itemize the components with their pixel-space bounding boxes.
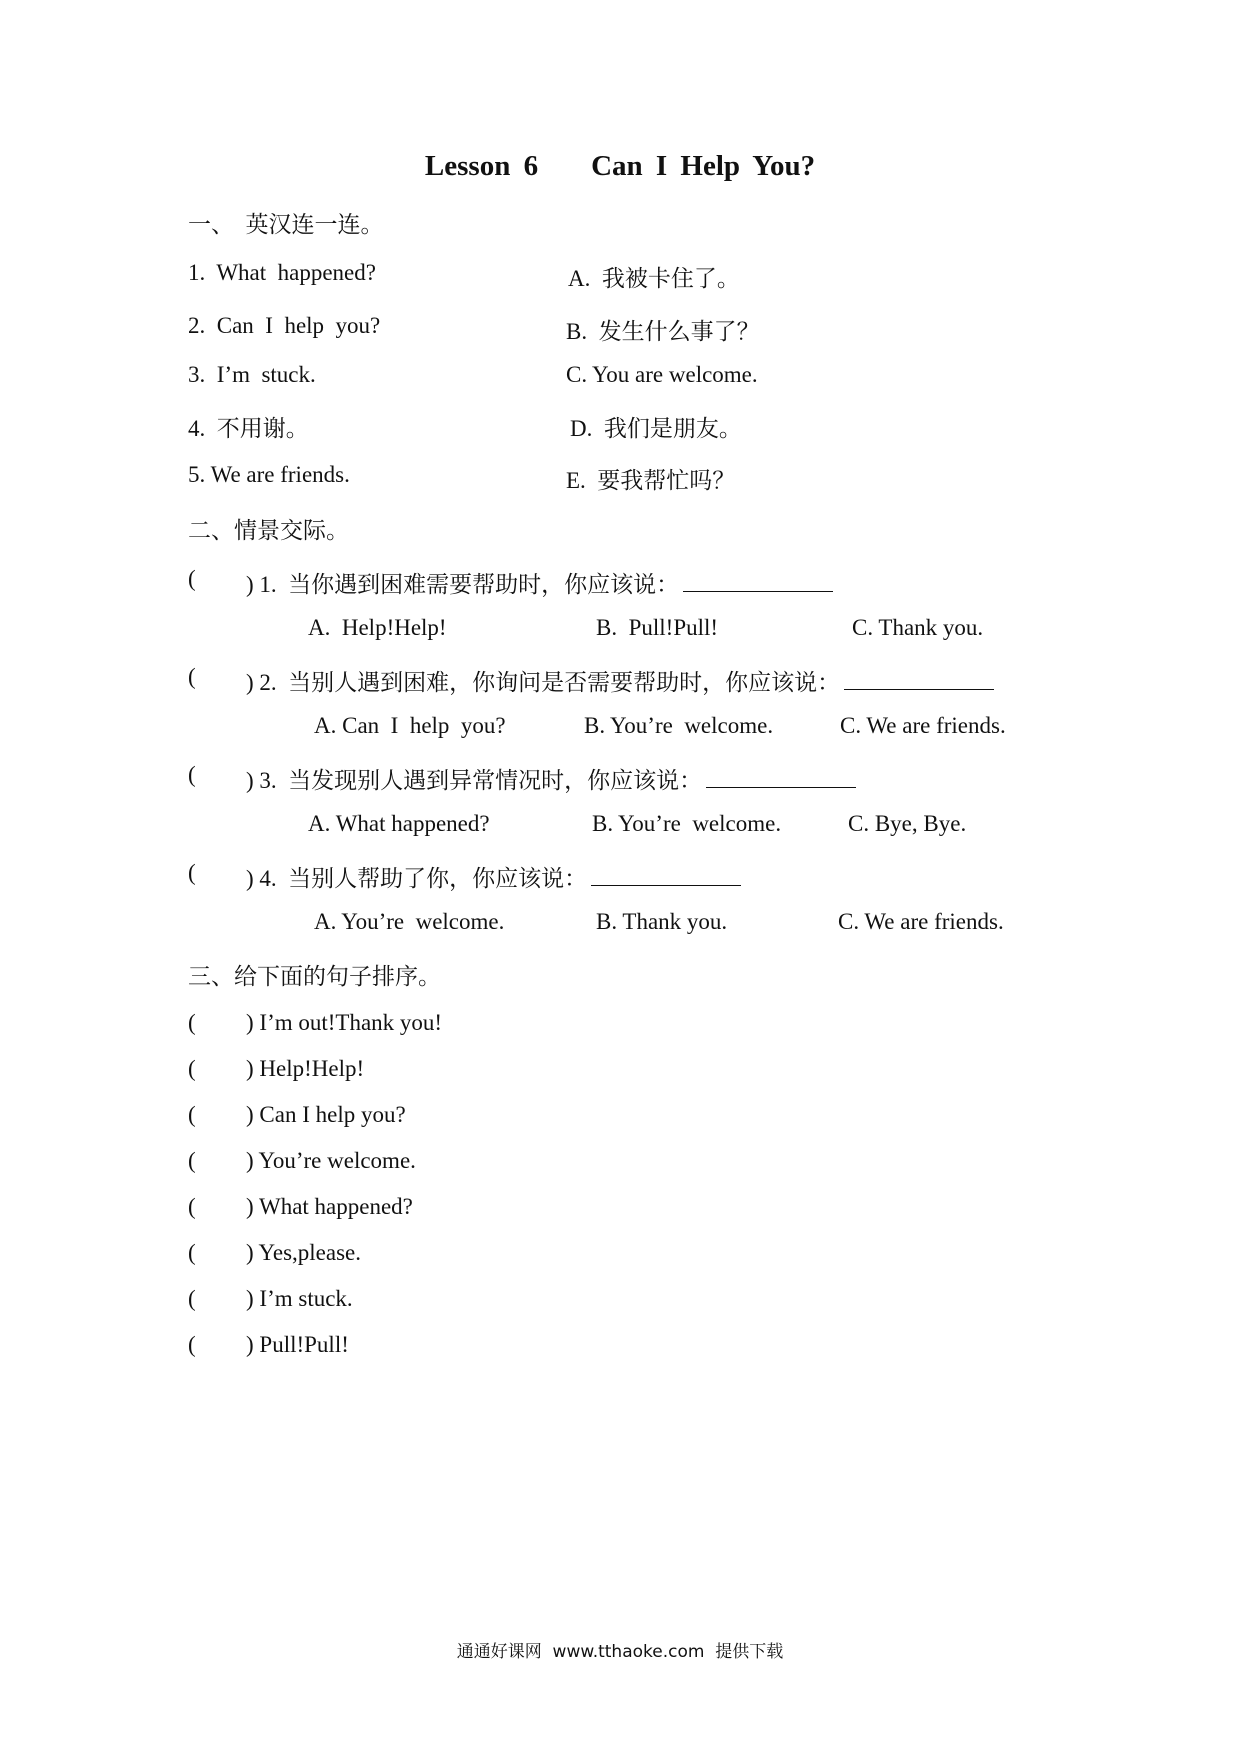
order-item-5: ) What happened?	[246, 1194, 413, 1219]
section2-heading: 二、情景交际。	[188, 518, 349, 543]
match-right-d: D. 我们是朋友。	[570, 416, 742, 441]
order-item-4: ) You’re welcome.	[246, 1148, 416, 1173]
answer-paren-open: (	[188, 1056, 196, 1081]
question-4-option-a: A. You’re welcome.	[314, 909, 505, 934]
match-right-a: A. 我被卡住了。	[568, 266, 740, 291]
match-right-c: C. You are welcome.	[566, 362, 758, 387]
section3-heading: 三、给下面的句子排序。	[188, 964, 441, 989]
question-3-option-b: B. You’re welcome.	[592, 811, 782, 836]
section1-heading: 一、 英汉连一连。	[188, 212, 384, 237]
answer-blank	[706, 786, 856, 788]
page-title: Lesson 6 Can I Help You?	[424, 150, 816, 182]
question-1-option-a: A. Help!Help!	[308, 615, 447, 640]
order-item-1: ) I’m out!Thank you!	[246, 1010, 443, 1035]
page-footer: 通通好课网 www.tthaoke.com 提供下载	[456, 1642, 784, 1662]
answer-blank	[591, 884, 741, 886]
answer-paren-open: (	[188, 1286, 196, 1311]
question-2-option-c: C. We are friends.	[840, 713, 1006, 738]
question-3-option-a: A. What happened?	[308, 811, 490, 836]
order-item-3: ) Can I help you?	[246, 1102, 406, 1127]
order-item-2: ) Help!Help!	[246, 1056, 365, 1081]
question-1-option-b: B. Pull!Pull!	[596, 615, 719, 640]
answer-blank	[683, 590, 833, 592]
order-item-7: ) I’m stuck.	[246, 1286, 353, 1311]
answer-paren-open: (	[188, 1102, 196, 1127]
match-right-e: E. 要我帮忙吗？	[566, 468, 736, 493]
question-2-stem: ) 2. 当别人遇到困难，你询问是否需要帮助时，你应该说：	[246, 664, 994, 697]
question-3-stem: ) 3. 当发现别人遇到异常情况时，你应该说：	[246, 762, 856, 795]
answer-blank	[844, 688, 994, 690]
question-3-option-c: C. Bye, Bye.	[848, 811, 967, 836]
match-left-1: 1. What happened?	[188, 260, 376, 285]
question-1-option-c: C. Thank you.	[852, 615, 984, 640]
answer-paren-open: (	[188, 1194, 196, 1219]
answer-paren-open: (	[188, 1010, 196, 1035]
question-2-option-a: A. Can I help you?	[314, 713, 506, 738]
question-4-option-c: C. We are friends.	[838, 909, 1004, 934]
answer-paren-open: (	[188, 860, 196, 885]
answer-paren-open: (	[188, 1148, 196, 1173]
order-item-6: ) Yes,please.	[246, 1240, 361, 1265]
match-left-5: 5. We are friends.	[188, 462, 350, 487]
question-2-option-b: B. You’re welcome.	[584, 713, 774, 738]
answer-paren-open: (	[188, 1332, 196, 1357]
match-left-2: 2. Can I help you?	[188, 313, 381, 338]
question-4-stem: ) 4. 当别人帮助了你，你应该说：	[246, 860, 741, 893]
match-right-b: B. 发生什么事了？	[566, 319, 760, 344]
match-left-3: 3. I’m stuck.	[188, 362, 316, 387]
answer-paren-open: (	[188, 1240, 196, 1265]
question-1-stem: ) 1. 当你遇到困难需要帮助时，你应该说：	[246, 566, 833, 599]
answer-paren-open: (	[188, 566, 196, 591]
answer-paren-open: (	[188, 762, 196, 787]
question-4-option-b: B. Thank you.	[596, 909, 728, 934]
order-item-8: ) Pull!Pull!	[246, 1332, 349, 1357]
match-left-4: 4. 不用谢。	[188, 416, 309, 441]
answer-paren-open: (	[188, 664, 196, 689]
